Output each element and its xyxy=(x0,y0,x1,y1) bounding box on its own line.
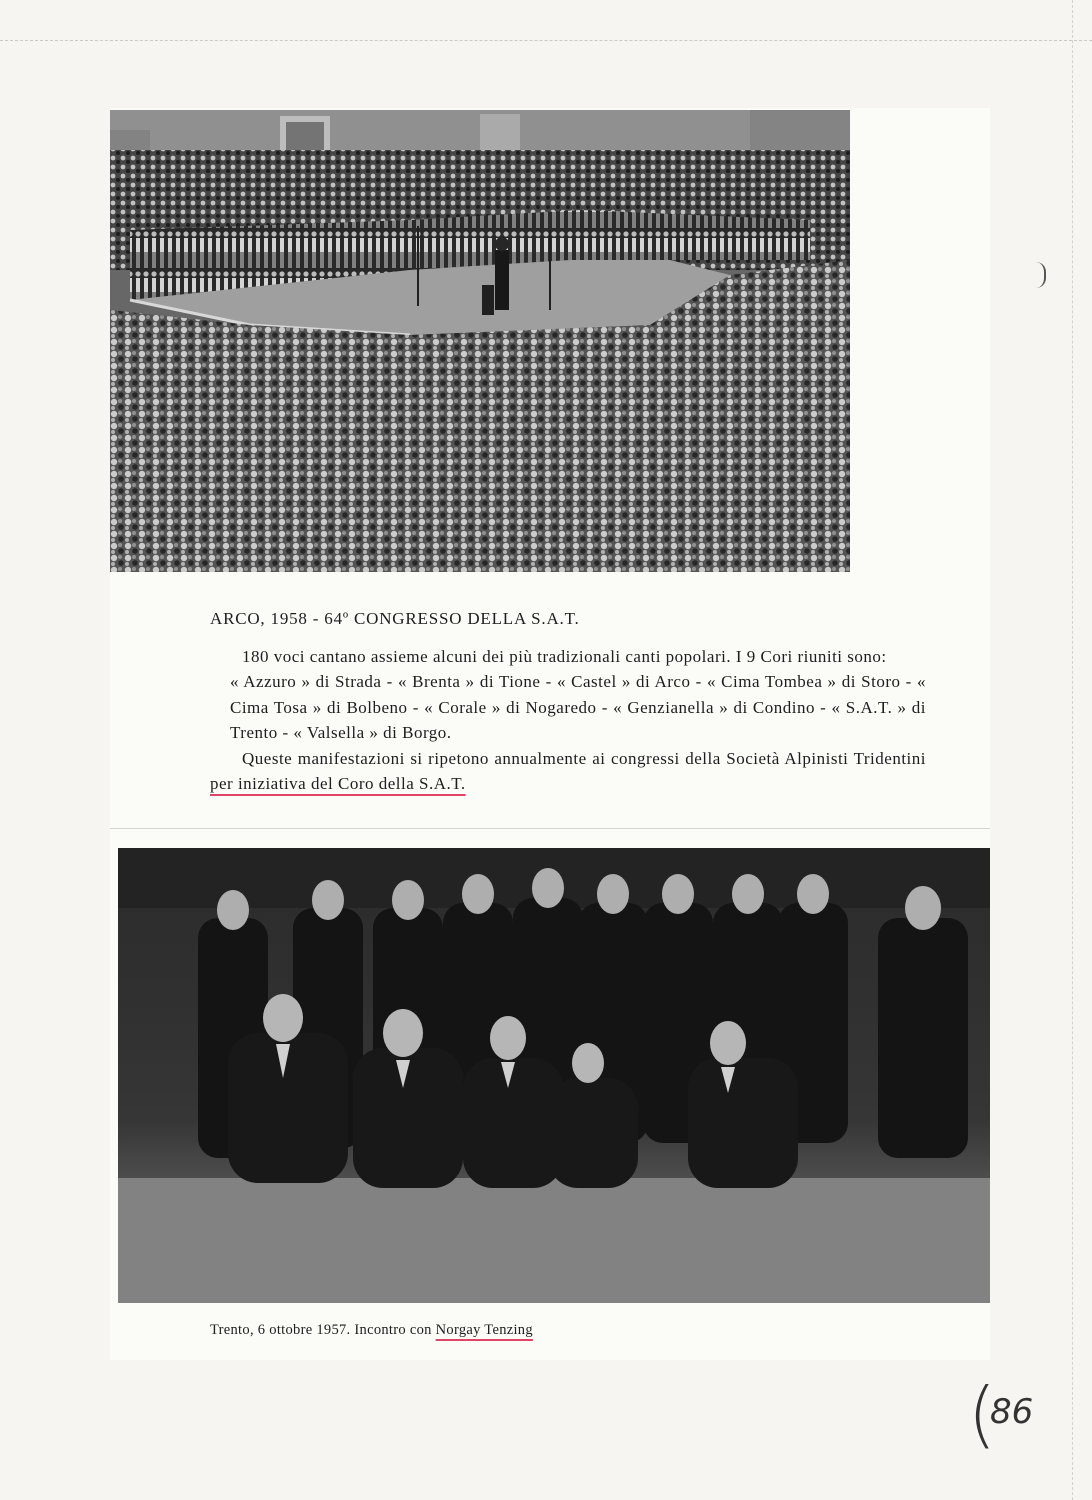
handwritten-number: 86 xyxy=(990,1392,1034,1432)
underlined-phrase: per iniziativa del Coro della S.A.T. xyxy=(210,774,466,793)
caption-underlined-name: Norgay Tenzing xyxy=(435,1322,533,1338)
scan-edge-right xyxy=(1072,0,1073,1500)
caption-text: Trento, 6 ottobre 1957. Incontro con xyxy=(210,1322,436,1338)
article-closing xyxy=(210,746,926,797)
article-intro: 180 voci cantano assieme alcuni dei più tradizionali canti popolari. I 9 Cori riuniti sono: xyxy=(242,646,887,666)
scan-edge-top xyxy=(0,40,1092,41)
choir-concert-crowd-photo xyxy=(110,110,850,572)
article-text xyxy=(210,606,926,797)
clipping-join-line xyxy=(110,828,990,829)
choir-group-portrait-photo xyxy=(118,848,990,1303)
article-heading: ARCO, 1958 - 64º CONGRESSO DELLA S.A.T. xyxy=(210,609,580,628)
group-photo-drawing xyxy=(118,848,990,1303)
choir-list: « Azzuro » di Strada - « Brenta » di Tione - « Castel » di Arco - « Cima Tombea » di Storo - « Cima Tosa » di Bolbeno - « Corale » di Nogaredo - « Genzianella » di Condino - « S.A.T. » di Trento - « Valsella » di Borgo. xyxy=(230,672,926,742)
photo-caption xyxy=(210,1322,533,1339)
handwritten-page-number xyxy=(968,1372,1058,1458)
closing-text: Queste manifestazioni si ripetono annualmente ai congressi della Società Alpinisti Tridentini xyxy=(242,748,926,768)
crowd-photo-drawing xyxy=(110,110,850,572)
handwritten-bracket: ( xyxy=(968,1372,997,1456)
